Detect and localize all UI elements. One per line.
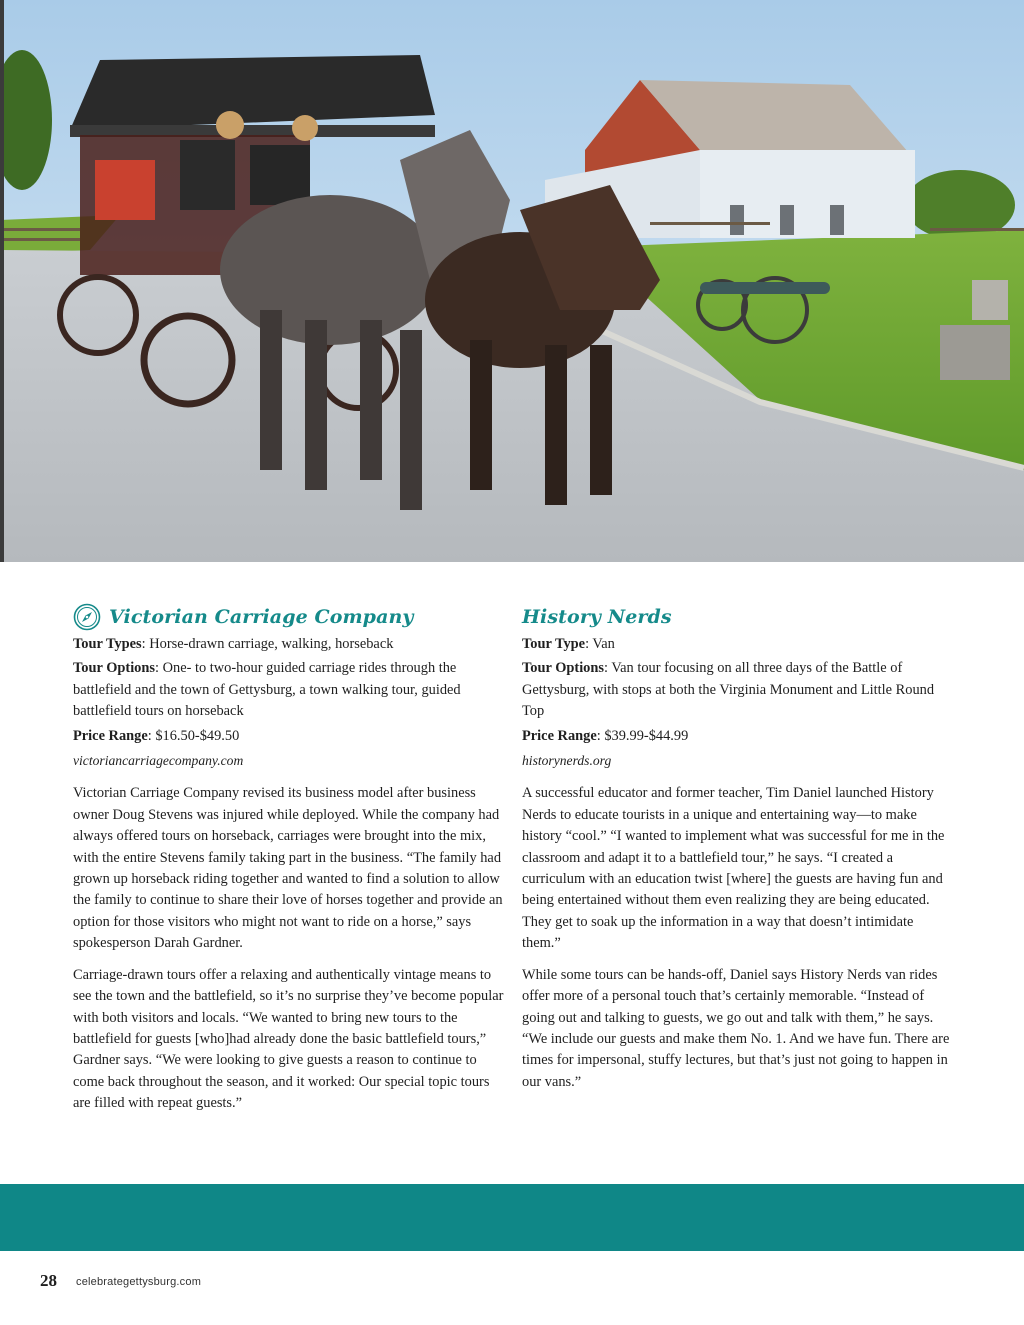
victorian-carriage-section [73, 603, 505, 1125]
tour-options-label: Tour Options [522, 660, 604, 677]
tour-types-label: Tour Types [73, 636, 142, 652]
website-link[interactable]: victoriancarriagecompany.com [73, 753, 244, 769]
tour-types: Tour Types: Horse-drawn carriage, walking, horseback [73, 636, 394, 652]
tour-options-value: One- to two-hour guided carriage rides through the battlefield and the town of Gettysburg, a town walking tour, guided battlefield tours on horseback [73, 660, 461, 720]
section-title-row [522, 603, 954, 631]
tour-type-value: Van [592, 636, 615, 652]
tour-types-value: Horse-drawn carriage, walking, horseback [149, 636, 394, 652]
tour-type: Tour Type: Van [522, 636, 615, 652]
price-range-value: $16.50-$49.50 [155, 727, 240, 744]
tour-options: Tour Options: One- to two-hour guided carriage rides through the battlefield and the town of Gettysburg, a town walking tour, guided battlefield tours on horseback [73, 660, 461, 720]
body-paragraph: Victorian Carriage Company revised its business model after business owner Doug Stevens was injured while deployed. While the company had always offered tours on horseback, carriages were brought into the mix, with the entire Stevens family taking part in the business. “The family had grown up horseback riding together and wanted to find a solution to allow the family to continue to share their love of horses together and provide an option for those visitors who might not want to ride on a horse,” says spokesperson Darah Gardner. [73, 785, 503, 952]
price-range-value: $39.99-$44.99 [604, 727, 689, 744]
history-nerds-section [522, 603, 954, 1103]
page-number: 28 [40, 1271, 57, 1290]
price-range: Price Range: $16.50-$49.50 [73, 727, 240, 744]
tour-options-label: Tour Options [73, 660, 155, 677]
section-title: History Nerds [522, 606, 672, 628]
tour-options-value: Van tour focusing on all three days of the Battle of Gettysburg, with stops at both the Virginia Monument and Little Round Top [522, 660, 935, 720]
price-range-label: Price Range [522, 727, 597, 744]
body-paragraph: Carriage-drawn tours offer a relaxing and authentically vintage means to see the town and the battlefield, so it’s no surprise they’ve become popular with both visitors and locals. “We wanted to bring new tours to the battlefield for guests [who]had already done the basic battlefield tours,” Gardner says. “We were looking to give guests a reason to continue to come back throughout the season, and it worked: Our special topic tours are filled with repeat guests.” [73, 966, 504, 1112]
footer-color-band [0, 1184, 1024, 1251]
price-range: Price Range: $39.99-$44.99 [522, 727, 689, 744]
hero-photo [0, 0, 1024, 562]
tour-options: Tour Options: Van tour focusing on all three days of the Battle of Gettysburg, with stops at both the Virginia Monument and Little Round Top [522, 660, 935, 720]
price-range-label: Price Range [73, 727, 148, 744]
footer-site: celebrategettysburg.com [76, 1276, 202, 1288]
section-title: Victorian Carriage Company [109, 606, 414, 628]
tour-type-label: Tour Type [522, 636, 586, 652]
website-link[interactable]: historynerds.org [522, 753, 612, 769]
body-paragraph: A successful educator and former teacher, Tim Daniel launched History Nerds to educate tourists in a unique and entertaining way—to make history “cool.” “I wanted to implement what was successful for me in the classroom and adapt it to a battlefield tour,” he says. “I created a curriculum with an education twist [where] the guests are having fun and being entertained without them even realizing they are being educated. They get to soak up the information in a way that doesn’t intimidate them.” [522, 785, 945, 952]
section-title-row [73, 603, 505, 631]
compass-icon [73, 603, 101, 631]
body-paragraph: While some tours can be hands-off, Daniel says History Nerds van rides offer more of a personal touch that’s certainly memorable. “Instead of going out and talking to guests, we go out and talk with them,” he says. “We include our guests and make them No. 1. And we have fun. There are times for impersonal, stuffy lectures, but that’s just not going to happen in our vans.” [522, 966, 950, 1090]
